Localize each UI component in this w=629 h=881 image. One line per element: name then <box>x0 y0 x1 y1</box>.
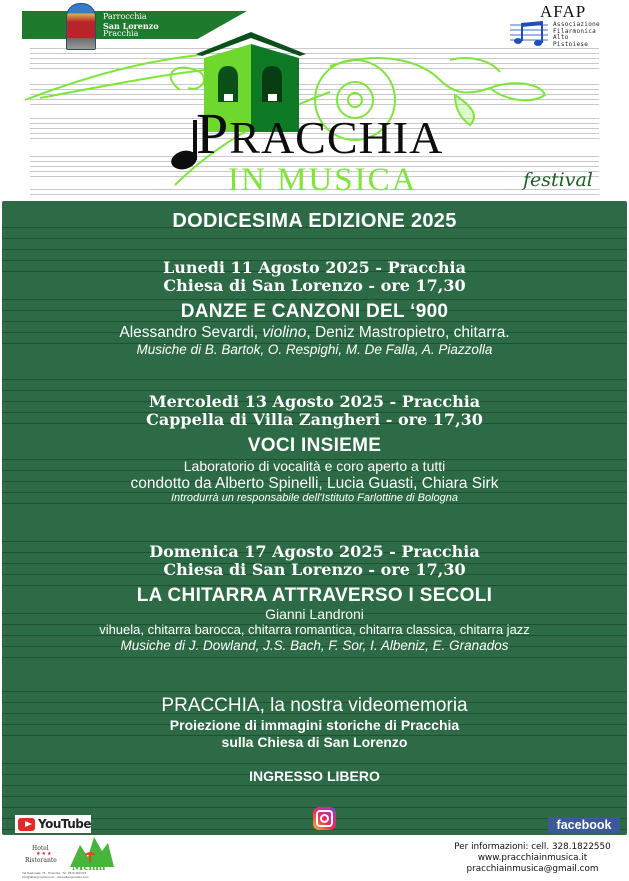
hotel-name: Melini <box>72 859 106 873</box>
hotel-word: Hotel <box>32 845 49 852</box>
event-1-date: Lunedi 11 Agosto 2025 - Pracchia <box>163 258 466 277</box>
email-link[interactable]: pracchiainmusica@gmail.com <box>466 864 599 874</box>
poster-header <box>0 0 629 201</box>
instagram-icon[interactable] <box>313 807 336 830</box>
event-3-venue: Chiesa di San Lorenzo - ore 17,30 <box>163 560 466 579</box>
event-2-title: VOCI INSIEME <box>247 435 382 456</box>
event-3-program: Musiche di J. Dowland, J.S. Bach, F. Sor, I. Albeniz, E. Granados <box>120 638 509 653</box>
event-2-venue: Cappella di Villa Zangheri - ore 17,30 <box>146 410 483 429</box>
program-panel <box>2 201 627 835</box>
event-1-program: Musiche di B. Bartok, O. Respighi, M. De Falla, A. Piazzolla <box>136 342 493 357</box>
music-notes-icon <box>510 21 548 47</box>
videomemoria-title: PRACCHIA, la nostra videomemoria <box>161 695 468 716</box>
afap-title: AFAP <box>540 2 587 21</box>
event-1-title: DANZE E CANZONI DEL ‘900 <box>180 301 449 322</box>
free-entry-label: INGRESSO LIBERO <box>249 768 380 784</box>
restaurant-word: Ristorante <box>25 857 57 864</box>
youtube-link[interactable] <box>15 815 91 833</box>
youtube-play-icon <box>18 818 35 831</box>
videomemoria-line-1: Proiezione di immagini storiche di Pracchia <box>169 717 460 733</box>
event-2-conductors: condotto da Alberto Spinelli, Lucia Guasti, Chiara Sirk <box>130 475 499 492</box>
saint-lorenzo-stained-glass-icon <box>66 3 96 50</box>
parish-name <box>103 13 159 39</box>
hotel-melini-logo <box>22 837 122 881</box>
afap-subtitle: Associazione Filarmonica Alto Pistoiese <box>553 21 600 48</box>
parish-line-2: San Lorenzo <box>103 20 159 31</box>
hotel-stars: ★★★ <box>36 851 53 857</box>
videomemoria-line-2: sulla Chiesa di San Lorenzo <box>221 734 408 750</box>
event-2-note: Introdurrà un responsabile dell'Istituto Farlottine di Bologna <box>170 492 459 504</box>
edition-heading: DODICESIMA EDIZIONE 2025 <box>172 210 457 232</box>
festival-subtitle: IN MUSICA <box>228 162 418 198</box>
event-1-venue: Chiesa di San Lorenzo - ore 17,30 <box>163 276 466 295</box>
event-3-title: LA CHITARRA ATTRAVERSO I SECOLI <box>136 585 493 606</box>
facebook-link[interactable]: facebook <box>548 817 620 833</box>
event-3-performer: Gianni Landroni <box>265 606 364 622</box>
hotel-address: Via Nazionale, 76 - Pracchia - Tel. 0573.490.024 info@albergomelini.com - www.albergomelini.com <box>22 871 89 879</box>
youtube-label: YouTube <box>37 817 91 831</box>
festival-title: PRACCHIA <box>196 101 444 166</box>
contact-info <box>440 842 625 875</box>
event-2-description: Laboratorio di vocalità e coro aperto a tutti <box>183 458 446 474</box>
phone-info: Per informazioni: cell. 328.1822550 <box>454 842 611 852</box>
festival-script-label: festival <box>523 169 593 191</box>
event-3-instruments: vihuela, chitarra barocca, chitarra romantica, chitarra classica, chitarra jazz <box>99 622 530 637</box>
event-1-performers: Alessandro Sevardi, violino, Deniz Mastropietro, chitarra. <box>119 324 510 341</box>
website-link[interactable]: www.pracchiainmusica.it <box>477 853 588 863</box>
parish-line-1: Parrocchia <box>103 12 147 21</box>
parish-line-3: Pracchia <box>103 29 139 38</box>
afap-logo <box>508 2 618 50</box>
event-2-date: Mercoledi 13 Agosto 2025 - Pracchia <box>148 392 481 411</box>
event-3-date: Domenica 17 Agosto 2025 - Pracchia <box>149 542 480 561</box>
